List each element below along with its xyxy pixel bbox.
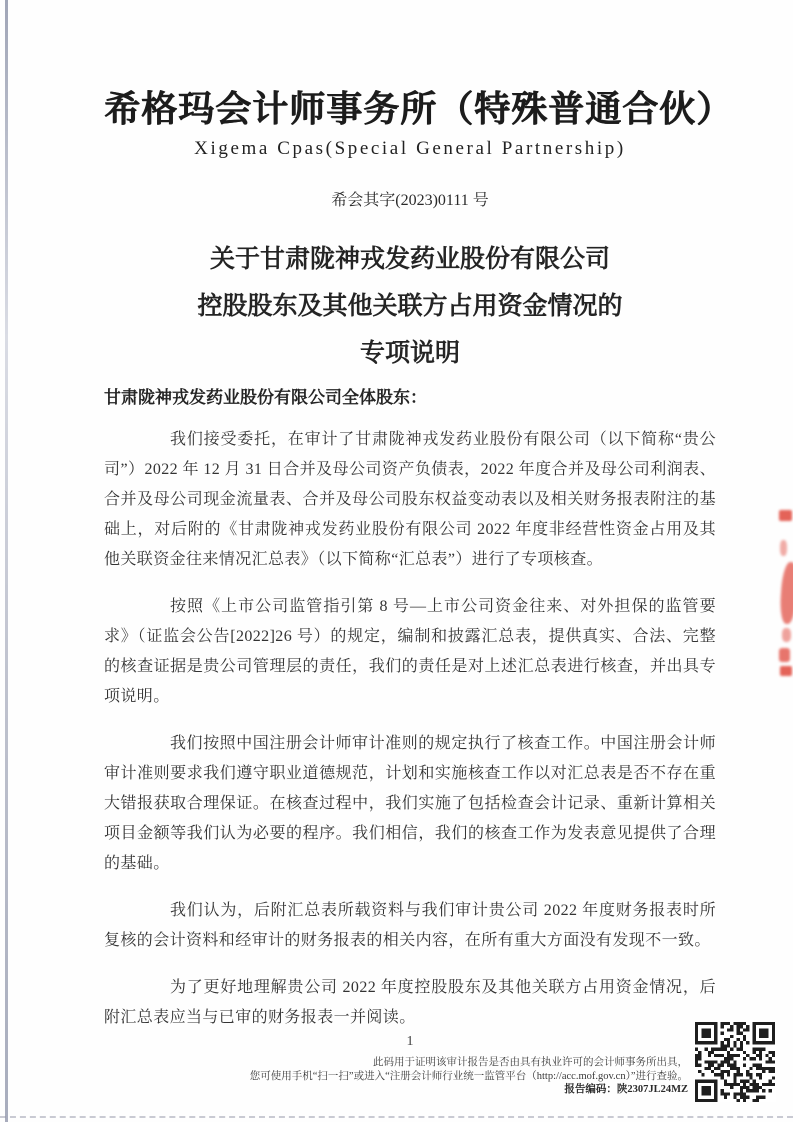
page-number: 1 (406, 1034, 414, 1049)
document-title (104, 236, 716, 377)
salutation: 甘肃陇神戎发药业股份有限公司全体股东： (104, 388, 427, 407)
verification-line-1: 此码用于证明该审计报告是否由具有执业许可的会计师事务所出具， (373, 1057, 688, 1068)
title-line-3: 专项说明 (359, 340, 460, 367)
letterhead (104, 86, 734, 212)
seal-fragment-icon (779, 562, 793, 625)
seal-fragment-icon (782, 628, 791, 642)
title-line-2: 控股股东及其他关联方占用资金情况的 (197, 293, 623, 320)
paragraph-opinion: 我们认为，后附汇总表所载资料与我们审计贵公司 2022 年度财务报表时所复核的会计资料和经审计的财务报表的相关内容，在所有重大方面没有发现不一致。 (104, 902, 716, 949)
qr-code (694, 1022, 776, 1102)
title-line-1: 关于甘肃陇神戎发药业股份有限公司 (209, 246, 610, 273)
document-number: 希会其字(2023)0111 号 (331, 192, 489, 209)
seal-fragment-icon (779, 510, 792, 521)
seal-fragment-icon (780, 540, 787, 556)
document-body (104, 383, 716, 1033)
scan-edge-artifact-left (5, 0, 8, 1122)
paragraph-reading-note: 为了更好地理解贵公司 2022 年度控股股东及其他关联方占用资金情况，后附汇总表应当与已审的财务报表一并阅读。 (104, 979, 716, 1026)
verification-note (218, 1056, 688, 1097)
paragraph-responsibility: 按照《上市公司监管指引第 8 号—上市公司资金往来、对外担保的监管要求》（证监会公告[2022]26 号）的规定，编制和披露汇总表，提供真实、合法、完整的核查证据是贵公司管理层的责任，我们的责任是对上述汇总表进行核查，并出具专项说明。 (104, 598, 716, 705)
report-code: 报告编码：陕2307JL24MZ (564, 1084, 688, 1095)
paragraph-engagement: 我们接受委托，在审计了甘肃陇神戎发药业股份有限公司（以下简称“贵公司”）2022 年 12 月 31 日合并及母公司资产负债表，2022 年度合并及母公司利润表、合并及母公司现金流量表、合并及母公司股东权益变动表以及相关财务报表附注的基础上，对后附的《甘肃陇神戎发药业股份有限公司 2022 年度非经营性资金占用及其他关联资金往来情况汇总表》（以下简称“汇总表”）进行了专项核查。 (104, 431, 716, 568)
seal-fragment-icon (780, 666, 792, 676)
scan-edge-artifact-bottom (0, 1116, 793, 1118)
firm-name-chinese: 希格玛会计师事务所（特殊普通合伙） (104, 89, 734, 129)
seal-fragment-icon (779, 648, 790, 662)
paragraph-procedures: 我们按照中国注册会计师审计准则的规定执行了核查工作。中国注册会计师审计准则要求我们遵守职业道德规范，计划和实施核查工作以对汇总表是否不存在重大错报获取合理保证。在核查过程中，我们实施了包括检查会计记录、重新计算相关项目金额等我们认为必要的程序。我们相信，我们的核查工作为发表意见提供了合理的基础。 (104, 735, 716, 872)
firm-name-english: Xigema Cpas(Special General Partnership) (194, 138, 626, 159)
verification-line-2: 您可使用手机“扫一扫”或进入“注册会计师行业统一监管平台（http://acc.mof.gov.cn）”进行查验。 (249, 1070, 688, 1082)
